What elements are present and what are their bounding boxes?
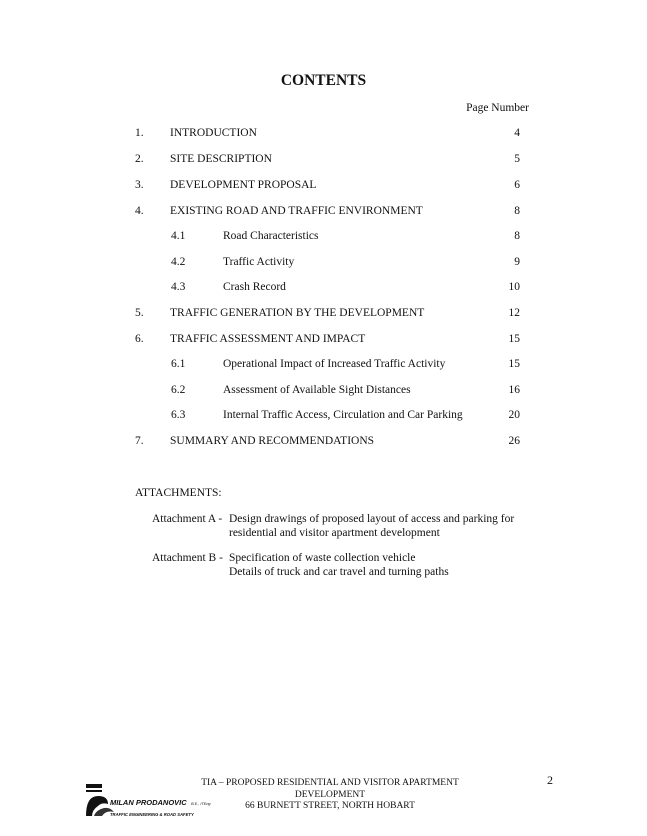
toc-entry-title: SUMMARY AND RECOMMENDATIONS [170,435,375,447]
toc-entry-3[interactable] [0,179,647,195]
toc-entry-number: 4.3 [171,281,186,293]
logo-credentials: B.E., ITEng [191,802,211,806]
toc-entry-1[interactable] [0,127,647,143]
attachment-line: Design drawings of proposed layout of access and parking for [229,513,515,525]
toc-entry-title: SITE DESCRIPTION [170,153,272,165]
toc-subentry-4-1[interactable] [0,230,647,246]
toc-entry-4[interactable] [0,205,647,221]
toc-entry-page: 16 [508,384,520,396]
toc-entry-number: 2. [135,153,144,165]
toc-entry-page: 20 [508,409,520,421]
toc-entry-number: 6.2 [171,384,186,396]
logo-name: MILAN PRODANOVIC [110,798,187,807]
toc-entry-5[interactable] [0,307,647,323]
toc-entry-page: 9 [514,256,520,268]
attachment-label: Attachment A - [152,513,223,525]
toc-entry-number: 5. [135,307,144,319]
footer-line: TIA – PROPOSED RESIDENTIAL AND VISITOR APARTMENT [201,778,459,788]
toc-subentry-6-1[interactable] [0,358,647,374]
toc-entry-number: 6. [135,333,144,345]
toc-entry-page: 15 [508,358,520,370]
attachment-line: residential and visitor apartment development [229,527,440,539]
logo-tagline: TRAFFIC ENGINEERING & ROAD SAFETY [110,812,194,817]
toc-subentry-4-3[interactable] [0,281,647,297]
toc-entry-page: 12 [508,307,520,319]
toc-entry-number: 4.2 [171,256,186,268]
toc-entry-page: 15 [508,333,520,345]
toc-entry-number: 1. [135,127,144,139]
toc-subentry-6-2[interactable] [0,384,647,400]
toc-entry-page: 5 [514,153,520,165]
footer-line: DEVELOPMENT [294,789,366,800]
toc-entry-title: Traffic Activity [223,256,295,268]
page-title: CONTENTS [280,72,367,89]
attachment-b [0,551,647,581]
toc-entry-page: 26 [508,435,520,447]
toc-entry-title: DEVELOPMENT PROPOSAL [170,179,317,191]
toc-entry-page: 10 [508,281,520,293]
attachment-description [229,551,549,579]
page-number-column-header: Page Number [466,102,529,114]
toc-entry-number: 6.1 [171,358,186,370]
attachments-heading: ATTACHMENTS: [135,487,222,499]
toc-entry-page: 6 [514,179,520,191]
toc-entry-title: EXISTING ROAD AND TRAFFIC ENVIRONMENT [170,205,423,217]
toc-entry-number: 7. [135,435,144,447]
attachment-a [0,512,647,542]
attachment-description [229,512,549,540]
attachment-line: Specification of waste collection vehicle [229,552,416,564]
toc-entry-title: INTRODUCTION [170,127,257,139]
toc-entry-number: 4. [135,205,144,217]
toc-entry-title: TRAFFIC GENERATION BY THE DEVELOPMENT [170,307,425,319]
toc-entry-title: Operational Impact of Increased Traffic Activity [223,358,446,370]
attachment-label: Attachment B - [152,552,223,564]
toc-entry-page: 8 [514,205,520,217]
toc-entry-title: Crash Record [223,281,286,293]
toc-entry-title: TRAFFIC ASSESSMENT AND IMPACT [170,333,366,345]
toc-entry-title: Road Characteristics [223,230,319,242]
document-footer [180,778,480,813]
toc-subentry-4-2[interactable] [0,256,647,272]
attachment-line: Details of truck and car travel and turning paths [229,566,449,578]
page-number: 2 [547,773,553,787]
toc-entry-6[interactable] [0,333,647,349]
toc-entry-7[interactable] [0,435,647,451]
toc-entry-page: 4 [514,127,520,139]
toc-subentry-6-3[interactable] [0,409,647,425]
footer-line: 66 BURNETT STREET, NORTH HOBART [245,801,415,811]
toc-entry-number: 4.1 [171,230,186,242]
toc-entry-title: Assessment of Available Sight Distances [223,384,411,396]
toc-entry-2[interactable] [0,153,647,169]
toc-entry-title: Internal Traffic Access, Circulation and Car Parking [223,409,463,421]
toc-entry-page: 8 [514,230,520,242]
toc-entry-number: 3. [135,179,144,191]
toc-entry-number: 6.3 [171,409,186,421]
